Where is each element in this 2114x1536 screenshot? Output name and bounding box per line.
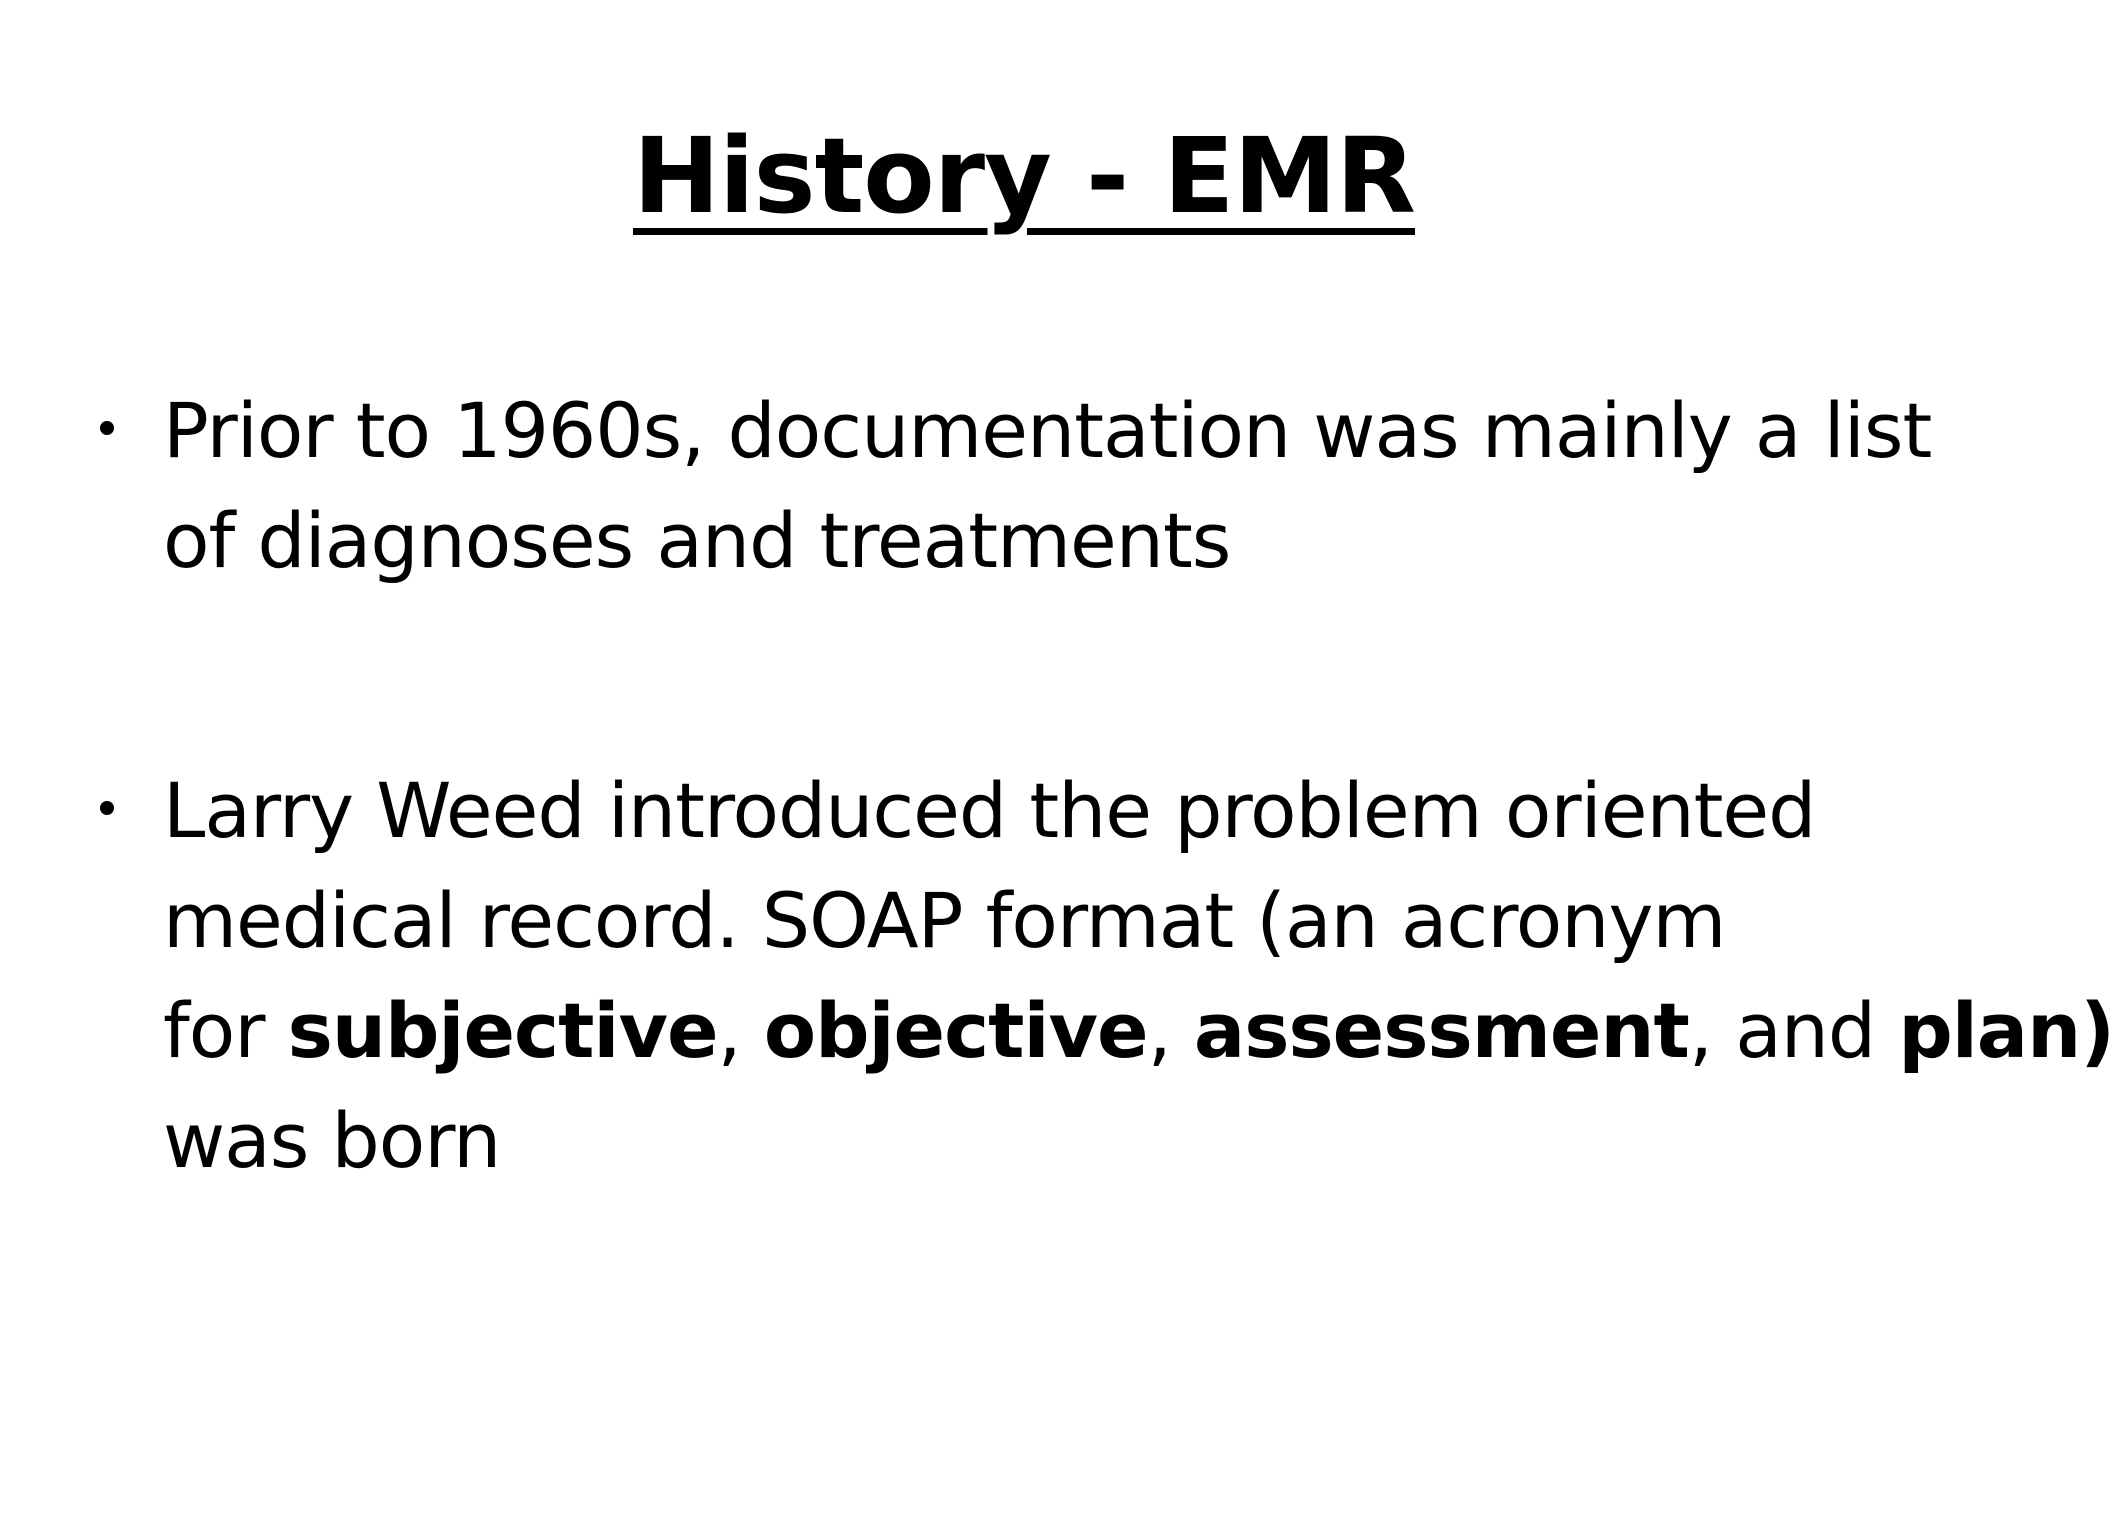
- slide-title-text: History - EMR: [632, 115, 1416, 237]
- term-assessment: assessment: [1193, 986, 1689, 1075]
- slide-title: [0, 115, 2048, 237]
- term-objective: objective: [763, 986, 1148, 1075]
- bullet-2-line-2: medical record. SOAP format (an acronym: [163, 876, 1726, 965]
- separator-comma: ,: [1147, 986, 1194, 1075]
- bullet-item-1: [88, 376, 1988, 596]
- text-and: , and: [1688, 986, 1899, 1075]
- bullet-dot-icon: [100, 801, 114, 815]
- bullet-1-line-1: Prior to 1960s, documentation was mainly a list: [163, 386, 1932, 475]
- bullet-1-line-2: of diagnoses and treatments: [163, 496, 1231, 585]
- term-plan: plan): [1898, 986, 2114, 1075]
- bullet-item-2: [88, 756, 2114, 1196]
- bullet-dot-icon: [100, 421, 114, 435]
- bullet-2-line-4: was born: [163, 1096, 501, 1185]
- bullet-list: [88, 376, 2114, 1196]
- bullet-2-line-3: [163, 976, 2114, 1086]
- separator-comma: ,: [717, 986, 764, 1075]
- bullet-2-line-1: Larry Weed introduced the problem oriented: [163, 766, 1816, 855]
- term-subjective: subjective: [287, 986, 718, 1075]
- text-for: for: [163, 986, 288, 1075]
